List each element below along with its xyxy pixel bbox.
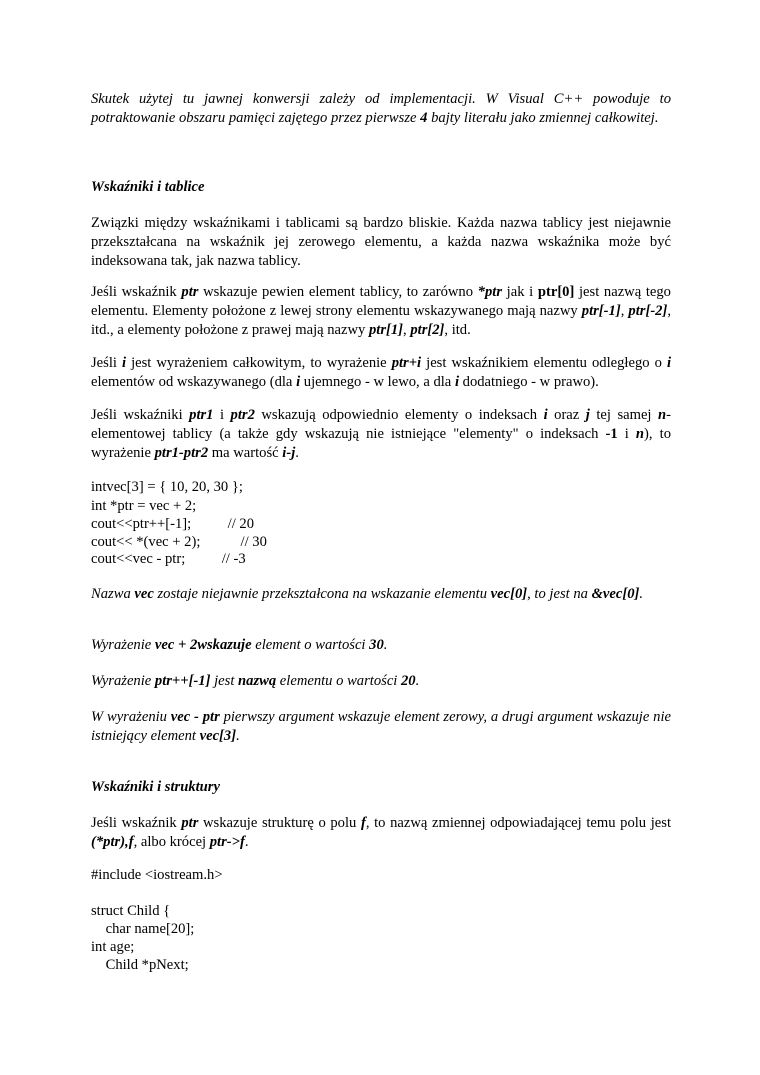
code-line: Child *pNext; (91, 957, 189, 973)
code-line: cout<< *(vec + 2); // 30 (91, 534, 267, 550)
text: Skutek użytej tu jawnej konwersji zależy od implementacji. W Visual C++ powoduje to potraktowanie obszaru pamięci zajętego przez pierwsze (91, 91, 671, 126)
code-line: cout<<vec - ptr; // -3 (91, 551, 246, 567)
bold-text: 4 (420, 110, 428, 126)
code-line: int age; (91, 939, 135, 955)
paragraph-ptr-element: Jeśli wskaźnik ptr wskazuje pewien element tablicy, to zarówno *ptr jak i ptr[0] jest nazwą tego elementu. Elementy położone z lewej strony elementu wskazywanego mają nazwy ptr[-1], ptr[-2], itd., a elementy położone z prawej mają nazwy ptr[1], ptr[2], itd. (91, 284, 671, 338)
section-heading-pointers-arrays: Wskaźniki i tablice (91, 179, 205, 195)
paragraph-relations: Związki między wskaźnikami i tablicami są bardzo bliskie. Każda nazwa tablicy jest niejawnie przekształcana na wskaźnik jej zerowego elementu, a każda nazwa wskaźnika może być indeksowana tak, jak nazwa tablicy. (91, 215, 671, 269)
code-line: int *ptr = vec + 2; (91, 498, 197, 514)
section-heading-pointers-structs: Wskaźniki i struktury (91, 779, 220, 795)
note-vec-conversion: Nazwa vec zostaje niejawnie przekształcona na wskazanie elementu vec[0], to jest na &vec[0]. (91, 586, 644, 602)
paragraph-struct-field: Jeśli wskaźnik ptr wskazuje strukturę o polu f, to nazwą zmiennej odpowiadającej temu polu jest (*ptr),f, albo krócej ptr->f. (91, 815, 671, 850)
note-vec-plus-2: Wyrażenie vec + 2wskazuje element o wartości 30. (91, 637, 388, 653)
code-line: intvec[3] = { 10, 20, 30 }; (91, 479, 243, 495)
code-line: cout<<ptr++[-1]; // 20 (91, 516, 255, 532)
code-include: #include <iostream.h> (91, 867, 223, 883)
paragraph-ptr-difference: Jeśli wskaźniki ptr1 i ptr2 wskazują odpowiednio elementy o indeksach i oraz j tej samej n-elementowej tablicy (a także gdy wskazują nie istniejące "elementy" o indeksach -1 i n), to wyrażenie ptr1-ptr2 ma wartość i-j. (91, 407, 671, 461)
note-ptr-increment: Wyrażenie ptr++[-1] jest nazwą elementu o wartości 20. (91, 673, 420, 689)
text: bajty literału jako zmiennej całkowitej. (427, 110, 659, 126)
code-line: struct Child { (91, 903, 171, 919)
paragraph-ptr-plus-i: Jeśli i jest wyrażeniem całkowitym, to wyrażenie ptr+i jest wskaźnikiem elementu odległego o i elementów od wskazywanego (dla i ujemnego - w lewo, a dla i dodatniego - w prawo). (91, 355, 671, 390)
code-line: char name[20]; (91, 921, 195, 937)
intro-paragraph (91, 90, 671, 128)
note-vec-minus-ptr: W wyrażeniu vec - ptr pierwszy argument wskazuje element zerowy, a drugi argument wskazuje nie istniejący element vec[3]. (91, 709, 671, 744)
